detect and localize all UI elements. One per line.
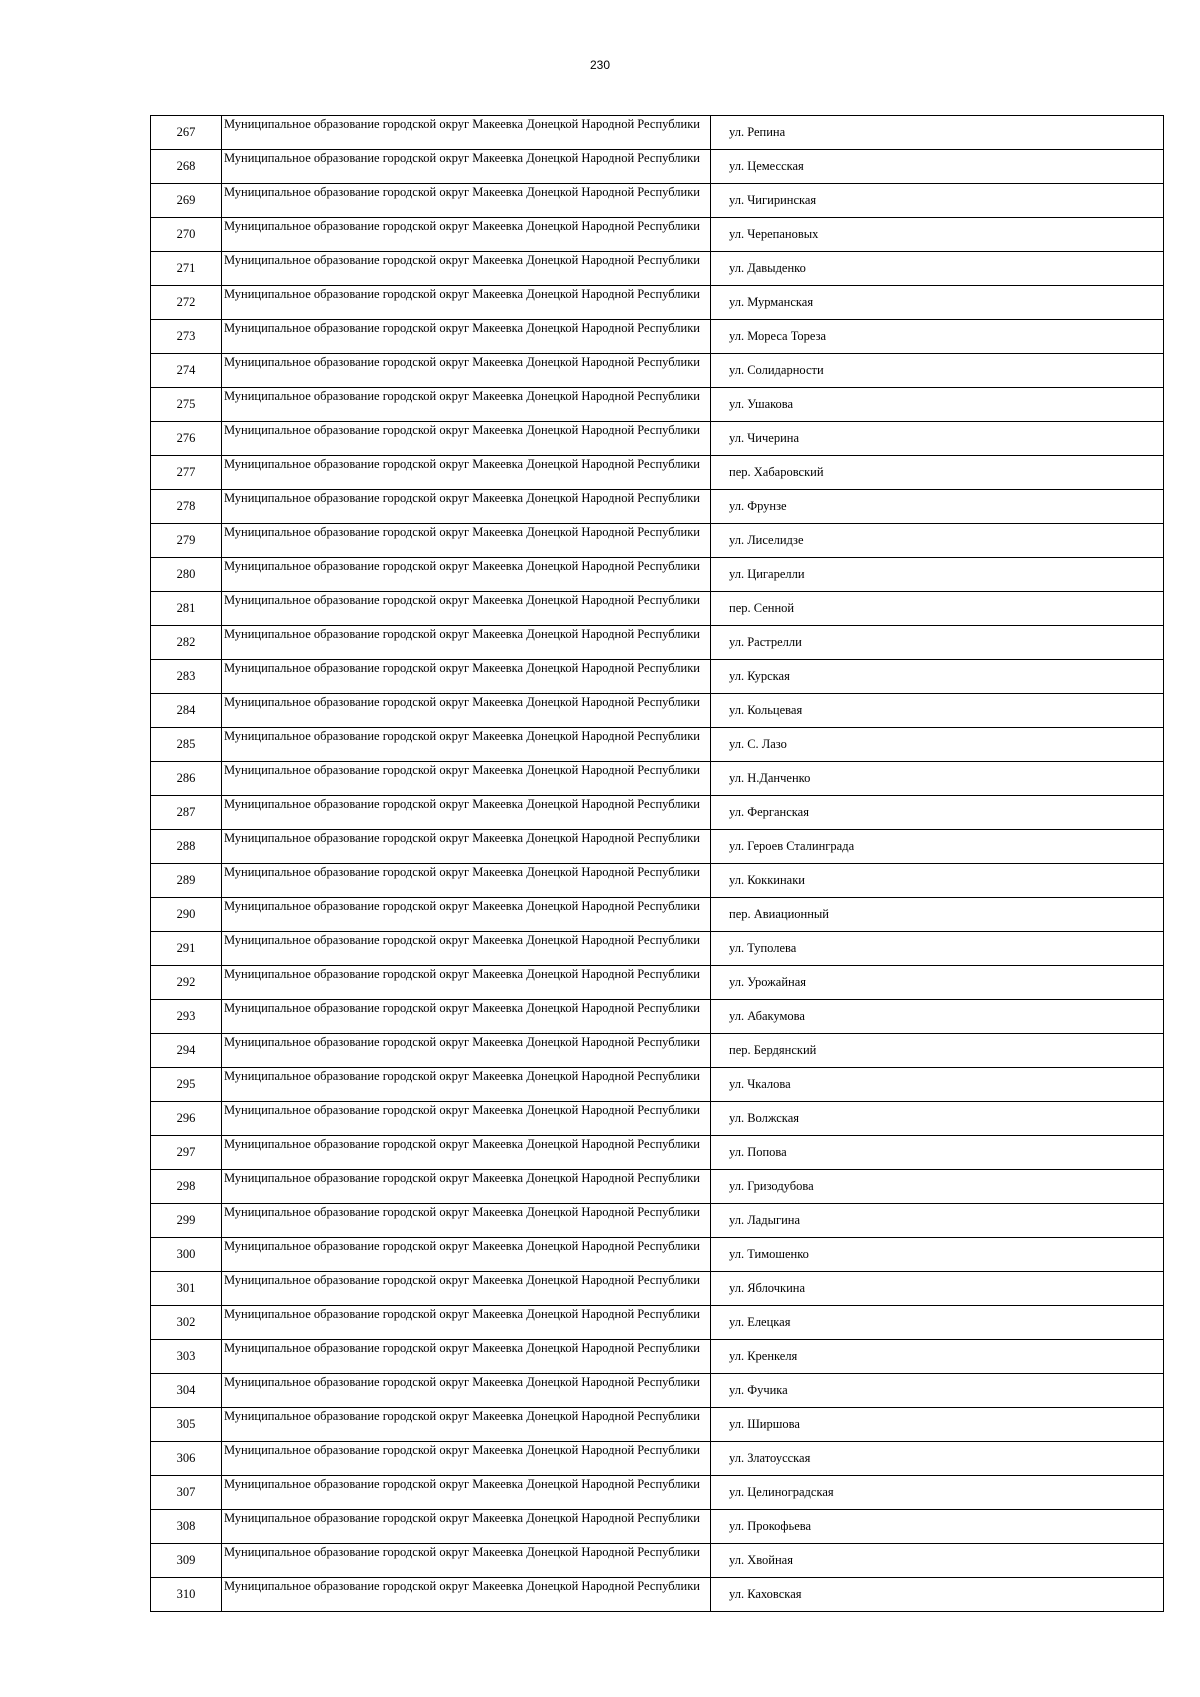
municipality-cell: Муниципальное образование городской округ Макеевка Донецкой Народной Республики (222, 252, 711, 286)
row-number-cell: 271 (151, 252, 222, 286)
street-cell: ул. Курская (711, 660, 1164, 694)
street-cell: ул. Черепановых (711, 218, 1164, 252)
row-number-cell: 297 (151, 1136, 222, 1170)
municipality-cell: Муниципальное образование городской округ Макеевка Донецкой Народной Республики (222, 1374, 711, 1408)
street-cell: ул. Ладыгина (711, 1204, 1164, 1238)
table-row (151, 1442, 1164, 1476)
street-cell: ул. Цигарелли (711, 558, 1164, 592)
street-cell: ул. Кренкеля (711, 1340, 1164, 1374)
municipality-cell: Муниципальное образование городской округ Макеевка Донецкой Народной Республики (222, 694, 711, 728)
municipality-cell: Муниципальное образование городской округ Макеевка Донецкой Народной Республики (222, 422, 711, 456)
street-cell: ул. С. Лазо (711, 728, 1164, 762)
municipality-cell: Муниципальное образование городской округ Макеевка Донецкой Народной Республики (222, 1136, 711, 1170)
table-row (151, 388, 1164, 422)
municipality-cell: Муниципальное образование городской округ Макеевка Донецкой Народной Республики (222, 1544, 711, 1578)
municipality-cell: Муниципальное образование городской округ Макеевка Донецкой Народной Республики (222, 1578, 711, 1612)
row-number-cell: 304 (151, 1374, 222, 1408)
row-number-cell: 295 (151, 1068, 222, 1102)
table-row (151, 864, 1164, 898)
row-number-cell: 288 (151, 830, 222, 864)
municipality-cell: Муниципальное образование городской округ Макеевка Донецкой Народной Республики (222, 320, 711, 354)
street-cell: ул. Чичерина (711, 422, 1164, 456)
row-number-cell: 268 (151, 150, 222, 184)
municipality-cell: Муниципальное образование городской округ Макеевка Донецкой Народной Республики (222, 932, 711, 966)
row-number-cell: 299 (151, 1204, 222, 1238)
municipality-cell: Муниципальное образование городской округ Макеевка Донецкой Народной Республики (222, 864, 711, 898)
municipality-cell: Муниципальное образование городской округ Макеевка Донецкой Народной Республики (222, 218, 711, 252)
municipality-cell: Муниципальное образование городской округ Макеевка Донецкой Народной Республики (222, 660, 711, 694)
table-row (151, 796, 1164, 830)
row-number-cell: 305 (151, 1408, 222, 1442)
table-row (151, 1340, 1164, 1374)
table-row (151, 456, 1164, 490)
table-row (151, 966, 1164, 1000)
street-cell: пер. Авиационный (711, 898, 1164, 932)
municipality-cell: Муниципальное образование городской округ Макеевка Донецкой Народной Республики (222, 1102, 711, 1136)
row-number-cell: 275 (151, 388, 222, 422)
table-row (151, 150, 1164, 184)
row-number-cell: 270 (151, 218, 222, 252)
row-number-cell: 274 (151, 354, 222, 388)
municipality-cell: Муниципальное образование городской округ Макеевка Донецкой Народной Республики (222, 1170, 711, 1204)
table-row (151, 1408, 1164, 1442)
street-cell: ул. Фучика (711, 1374, 1164, 1408)
street-cell: пер. Бердянский (711, 1034, 1164, 1068)
table-row (151, 1476, 1164, 1510)
row-number-cell: 300 (151, 1238, 222, 1272)
row-number-cell: 278 (151, 490, 222, 524)
row-number-cell: 289 (151, 864, 222, 898)
table-row (151, 354, 1164, 388)
municipality-cell: Муниципальное образование городской округ Макеевка Донецкой Народной Республики (222, 1476, 711, 1510)
table-row (151, 116, 1164, 150)
table-row (151, 184, 1164, 218)
table-row (151, 1000, 1164, 1034)
row-number-cell: 306 (151, 1442, 222, 1476)
municipality-cell: Муниципальное образование городской округ Макеевка Донецкой Народной Республики (222, 1000, 711, 1034)
street-cell: ул. Гризодубова (711, 1170, 1164, 1204)
table-row (151, 762, 1164, 796)
row-number-cell: 307 (151, 1476, 222, 1510)
street-cell: ул. Златоусская (711, 1442, 1164, 1476)
row-number-cell: 301 (151, 1272, 222, 1306)
municipality-cell: Муниципальное образование городской округ Макеевка Донецкой Народной Республики (222, 1068, 711, 1102)
municipality-cell: Муниципальное образование городской округ Макеевка Донецкой Народной Республики (222, 184, 711, 218)
row-number-cell: 303 (151, 1340, 222, 1374)
page-number: 230 (589, 58, 611, 72)
row-number-cell: 276 (151, 422, 222, 456)
table-row (151, 728, 1164, 762)
row-number-cell: 273 (151, 320, 222, 354)
municipality-cell: Муниципальное образование городской округ Макеевка Донецкой Народной Республики (222, 388, 711, 422)
municipality-cell: Муниципальное образование городской округ Макеевка Донецкой Народной Республики (222, 796, 711, 830)
table-row (151, 286, 1164, 320)
municipality-cell: Муниципальное образование городской округ Макеевка Донецкой Народной Республики (222, 354, 711, 388)
street-cell: ул. Коккинаки (711, 864, 1164, 898)
table-row (151, 1136, 1164, 1170)
table-row (151, 1544, 1164, 1578)
street-cell: ул. Мурманская (711, 286, 1164, 320)
street-cell: ул. Туполева (711, 932, 1164, 966)
street-cell: ул. Цемесская (711, 150, 1164, 184)
row-number-cell: 308 (151, 1510, 222, 1544)
table-row (151, 320, 1164, 354)
row-number-cell: 277 (151, 456, 222, 490)
table-row (151, 1578, 1164, 1612)
municipality-cell: Муниципальное образование городской округ Макеевка Донецкой Народной Республики (222, 558, 711, 592)
table-row (151, 1272, 1164, 1306)
municipality-cell: Муниципальное образование городской округ Макеевка Донецкой Народной Республики (222, 728, 711, 762)
municipality-cell: Муниципальное образование городской округ Макеевка Донецкой Народной Республики (222, 116, 711, 150)
row-number-cell: 272 (151, 286, 222, 320)
street-cell: пер. Хабаровский (711, 456, 1164, 490)
row-number-cell: 290 (151, 898, 222, 932)
table-row (151, 694, 1164, 728)
row-number-cell: 293 (151, 1000, 222, 1034)
street-cell: ул. Ферганская (711, 796, 1164, 830)
table-row (151, 932, 1164, 966)
street-cell: ул. Фрунзе (711, 490, 1164, 524)
municipality-cell: Муниципальное образование городской округ Макеевка Донецкой Народной Республики (222, 626, 711, 660)
street-cell: ул. Солидарности (711, 354, 1164, 388)
table-row (151, 1204, 1164, 1238)
row-number-cell: 269 (151, 184, 222, 218)
municipality-cell: Муниципальное образование городской округ Макеевка Донецкой Народной Республики (222, 1510, 711, 1544)
table-row (151, 830, 1164, 864)
table-row (151, 1102, 1164, 1136)
table-row (151, 626, 1164, 660)
row-number-cell: 283 (151, 660, 222, 694)
municipality-cell: Муниципальное образование городской округ Макеевка Донецкой Народной Республики (222, 1408, 711, 1442)
municipality-cell: Муниципальное образование городской округ Макеевка Донецкой Народной Республики (222, 592, 711, 626)
row-number-cell: 292 (151, 966, 222, 1000)
municipality-cell: Муниципальное образование городской округ Макеевка Донецкой Народной Республики (222, 456, 711, 490)
table-row (151, 1034, 1164, 1068)
street-cell: ул. Урожайная (711, 966, 1164, 1000)
municipality-cell: Муниципальное образование городской округ Макеевка Донецкой Народной Республики (222, 524, 711, 558)
municipality-cell: Муниципальное образование городской округ Макеевка Донецкой Народной Республики (222, 1340, 711, 1374)
row-number-cell: 286 (151, 762, 222, 796)
street-cell: ул. Елецкая (711, 1306, 1164, 1340)
row-number-cell: 282 (151, 626, 222, 660)
municipality-cell: Муниципальное образование городской округ Макеевка Донецкой Народной Республики (222, 150, 711, 184)
table-row (151, 1374, 1164, 1408)
municipality-cell: Муниципальное образование городской округ Макеевка Донецкой Народной Республики (222, 898, 711, 932)
row-number-cell: 284 (151, 694, 222, 728)
row-number-cell: 298 (151, 1170, 222, 1204)
street-cell: ул. Кольцевая (711, 694, 1164, 728)
table-row (151, 524, 1164, 558)
row-number-cell: 309 (151, 1544, 222, 1578)
street-cell: ул. Растрелли (711, 626, 1164, 660)
streets-table (150, 115, 1164, 1612)
municipality-cell: Муниципальное образование городской округ Макеевка Донецкой Народной Республики (222, 1034, 711, 1068)
row-number-cell: 280 (151, 558, 222, 592)
street-cell: ул. Абакумова (711, 1000, 1164, 1034)
street-cell: ул. Лиселидзе (711, 524, 1164, 558)
table-row (151, 422, 1164, 456)
table-row (151, 490, 1164, 524)
municipality-cell: Муниципальное образование городской округ Макеевка Донецкой Народной Республики (222, 762, 711, 796)
street-cell: ул. Волжская (711, 1102, 1164, 1136)
table-row (151, 592, 1164, 626)
municipality-cell: Муниципальное образование городской округ Макеевка Донецкой Народной Республики (222, 1306, 711, 1340)
municipality-cell: Муниципальное образование городской округ Макеевка Донецкой Народной Республики (222, 1442, 711, 1476)
table-row (151, 1510, 1164, 1544)
street-cell: ул. Мореса Тореза (711, 320, 1164, 354)
municipality-cell: Муниципальное образование городской округ Макеевка Донецкой Народной Республики (222, 1204, 711, 1238)
row-number-cell: 285 (151, 728, 222, 762)
table-row (151, 1238, 1164, 1272)
street-cell: ул. Яблочкина (711, 1272, 1164, 1306)
street-cell: ул. Хвойная (711, 1544, 1164, 1578)
municipality-cell: Муниципальное образование городской округ Макеевка Донецкой Народной Республики (222, 1272, 711, 1306)
row-number-cell: 296 (151, 1102, 222, 1136)
street-cell: ул. Н.Данченко (711, 762, 1164, 796)
municipality-cell: Муниципальное образование городской округ Макеевка Донецкой Народной Республики (222, 830, 711, 864)
street-cell: ул. Героев Сталинграда (711, 830, 1164, 864)
table-row (151, 1068, 1164, 1102)
row-number-cell: 281 (151, 592, 222, 626)
street-cell: ул. Давыденко (711, 252, 1164, 286)
municipality-cell: Муниципальное образование городской округ Макеевка Донецкой Народной Республики (222, 286, 711, 320)
municipality-cell: Муниципальное образование городской округ Макеевка Донецкой Народной Республики (222, 966, 711, 1000)
row-number-cell: 279 (151, 524, 222, 558)
street-cell: ул. Ушакова (711, 388, 1164, 422)
row-number-cell: 310 (151, 1578, 222, 1612)
street-cell: пер. Сенной (711, 592, 1164, 626)
street-cell: ул. Чкалова (711, 1068, 1164, 1102)
row-number-cell: 267 (151, 116, 222, 150)
table-row (151, 1306, 1164, 1340)
table-body (151, 116, 1164, 1612)
row-number-cell: 291 (151, 932, 222, 966)
street-cell: ул. Репина (711, 116, 1164, 150)
row-number-cell: 302 (151, 1306, 222, 1340)
table-row (151, 218, 1164, 252)
street-cell: ул. Тимошенко (711, 1238, 1164, 1272)
municipality-cell: Муниципальное образование городской округ Макеевка Донецкой Народной Республики (222, 1238, 711, 1272)
table-row (151, 1170, 1164, 1204)
street-cell: ул. Ширшова (711, 1408, 1164, 1442)
municipality-cell: Муниципальное образование городской округ Макеевка Донецкой Народной Республики (222, 490, 711, 524)
row-number-cell: 294 (151, 1034, 222, 1068)
street-cell: ул. Целиноградская (711, 1476, 1164, 1510)
table-row (151, 898, 1164, 932)
table-row (151, 660, 1164, 694)
street-cell: ул. Прокофьева (711, 1510, 1164, 1544)
row-number-cell: 287 (151, 796, 222, 830)
street-cell: ул. Чигиринская (711, 184, 1164, 218)
table-row (151, 252, 1164, 286)
table-row (151, 558, 1164, 592)
street-cell: ул. Каховская (711, 1578, 1164, 1612)
street-cell: ул. Попова (711, 1136, 1164, 1170)
